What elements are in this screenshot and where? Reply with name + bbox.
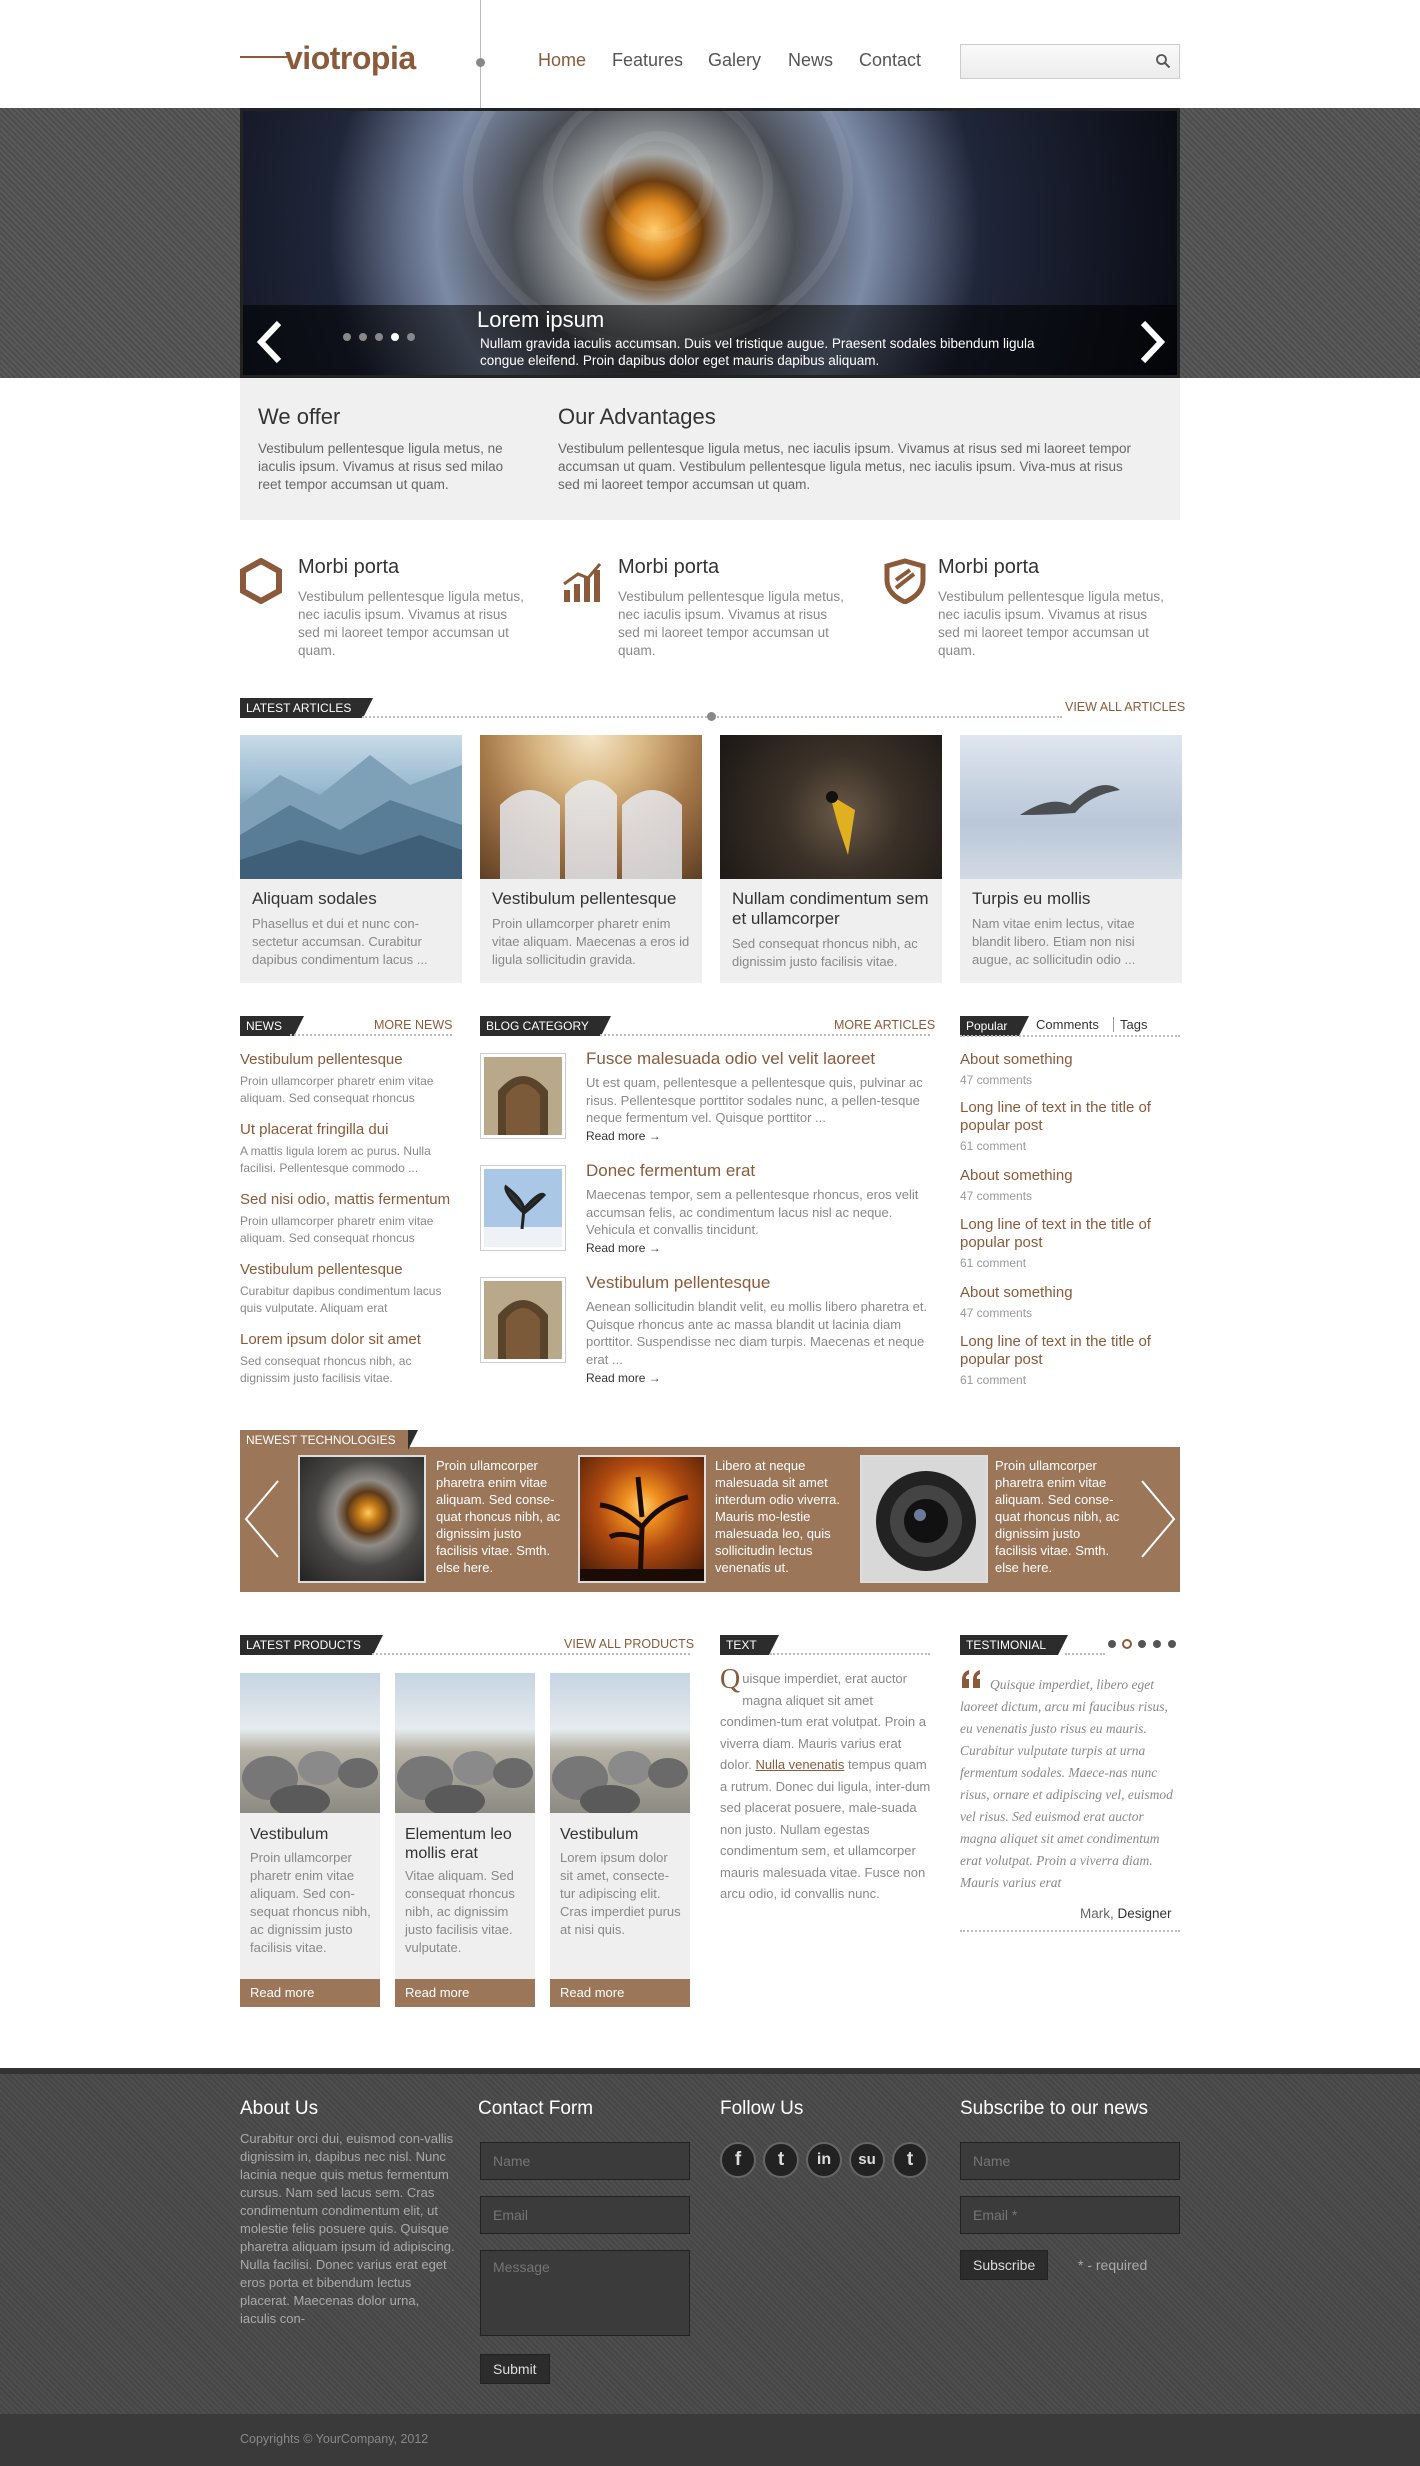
blog-post-title[interactable]: Vestibulum pellentesque: [586, 1273, 771, 1292]
product-title[interactable]: Vestibulum: [250, 1826, 329, 1843]
advantages-title: Our Advantages: [558, 404, 716, 429]
slider-dot[interactable]: [343, 333, 351, 341]
testimonial-author: [1080, 1906, 1172, 1921]
nav-news[interactable]: News: [788, 50, 834, 70]
article-title[interactable]: Vestibulum pellentesque: [492, 889, 677, 908]
blog-category-tag: BLOG CATEGORY: [480, 1016, 601, 1036]
section-divider: [960, 1035, 1180, 1037]
feature-title: Morbi porta: [618, 556, 720, 578]
popular-post-title[interactable]: About something: [960, 1051, 1073, 1068]
hexagon-icon: [238, 558, 284, 604]
news-item-title[interactable]: Ut placerat fringilla dui: [240, 1121, 389, 1138]
article-text: Proin ullamcorper pharetr enim vitae aliquam. Maecenas a eros id ligula sollicitudin gravida.: [492, 916, 690, 967]
product-image[interactable]: [395, 1673, 535, 1813]
tab-popular[interactable]: Popular: [960, 1016, 1019, 1036]
testimonial-dot[interactable]: [1108, 1640, 1116, 1648]
tab-comments[interactable]: Comments: [1036, 1017, 1099, 1032]
contact-message-textarea[interactable]: [480, 2250, 690, 2336]
linkedin-icon[interactable]: in: [806, 2142, 842, 2178]
required-note: * - required: [1078, 2257, 1148, 2273]
article-card[interactable]: [240, 735, 462, 983]
product-title[interactable]: Vestibulum: [560, 1826, 639, 1843]
product-card[interactable]: [240, 1673, 380, 2007]
testimonial-tag: TESTIMONIAL: [960, 1635, 1058, 1655]
article-text: Nam vitae enim lectus, vitae blandit libero. Etiam non nisi augue, ac sollicitudin odio ...: [972, 916, 1136, 967]
news-item-title[interactable]: Vestibulum pellentesque: [240, 1261, 403, 1278]
blog-post-text: Aenean sollicitudin blandit velit, eu mollis libero pharetra et. Quisque rhoncus ante ac massa blandit ut lacinia diam porttitor. Suspendisse nec diam turpis. Maecenas et neque erat ...: [586, 1299, 928, 1367]
section-divider: [290, 1034, 452, 1036]
feature-title: Morbi porta: [938, 556, 1040, 578]
testimonial-dot[interactable]: [1168, 1640, 1176, 1648]
tech-text: Proin ullamcorper pharetra enim vitae aliquam. Sed conse-quat rhoncus nibh, ac dignissim justo facilisis vitae. Smth. else here.: [436, 1458, 561, 1575]
news-item-text: A mattis ligula lorem ac purus. Nulla facilisi. Pellentesque commodo ...: [240, 1144, 431, 1175]
article-image[interactable]: [960, 735, 1182, 879]
product-title[interactable]: Elementum leo mollis erat: [405, 1826, 512, 1862]
read-more-button[interactable]: Read more: [550, 1979, 690, 2007]
read-more-link[interactable]: Read more →: [586, 1371, 661, 1385]
article-text: Sed consequat rhoncus nibh, ac dignissim justo facilisis vitae.: [732, 936, 918, 969]
product-card[interactable]: [550, 1673, 690, 2007]
testimonial-author-name: Mark,: [1080, 1906, 1114, 1921]
search-input[interactable]: [960, 44, 1180, 79]
header-divider: [480, 0, 481, 108]
popular-post-title[interactable]: Long line of text in the title of popular post: [960, 1333, 1151, 1368]
we-offer-text: Vestibulum pellentesque ligula metus, ne iaculis ipsum. Vivamus at risus sed milao reet tempor accumsan ut quam.: [258, 441, 504, 492]
news-item-text: Proin ullamcorper pharetr enim vitae aliquam. Sed consequat rhoncus: [240, 1214, 434, 1245]
article-title[interactable]: Nullam condimentum sem et ullamcorper: [732, 889, 929, 928]
popular-post-comments: 61 comment: [960, 1256, 1027, 1270]
about-us-title: About Us: [240, 2098, 319, 2119]
read-more-button[interactable]: Read more: [240, 1979, 380, 2007]
more-news-link[interactable]: MORE NEWS: [374, 1018, 453, 1032]
tech-image[interactable]: [578, 1455, 706, 1583]
feature-text: Vestibulum pellentesque ligula metus, nec iaculis ipsum. Vivamus at risus sed mi laoreet tempor accumsan ut quam.: [938, 589, 1164, 658]
slider-prev-arrow-icon[interactable]: [253, 319, 287, 365]
blog-post-title[interactable]: Fusce malesuada odio vel velit laoreet: [586, 1049, 876, 1068]
logo-line: [240, 56, 288, 58]
site-header: [0, 0, 1420, 108]
contact-name-input[interactable]: [480, 2142, 690, 2180]
blog-post-text: Maecenas tempor, sem a pellentesque rhoncus, eros velit accumsan felis, ac condimentum lacus nisl ac neque. Vehicula et convallis tincidunt.: [586, 1187, 919, 1237]
slider-dot-active[interactable]: [391, 333, 399, 341]
latest-products-tag: LATEST PRODUCTS: [240, 1635, 373, 1655]
we-offer-title: We offer: [258, 404, 341, 429]
text-block-part2: tempus quam a rutrum. Donec dui ligula, inter-dum sed placerat posuere, male-suada non justo. Nullam egestas condimentum sem, et ullamcorper mauris malesuada vitae. Fusce non arcu odio, id convallis nunc.: [720, 1757, 931, 1901]
submit-button[interactable]: Submit: [480, 2354, 550, 2384]
feature-text: Vestibulum pellentesque ligula metus, nec iaculis ipsum. Vivamus at risus sed mi laoreet tempor accumsan ut quam.: [298, 589, 524, 658]
facebook-icon[interactable]: f: [720, 2142, 756, 2178]
tab-separator: [1113, 1017, 1114, 1032]
section-divider: [770, 1653, 930, 1655]
carousel-next-arrow-icon[interactable]: [1138, 1477, 1178, 1561]
popular-post-comments: 47 comments: [960, 1306, 1033, 1320]
article-card[interactable]: [480, 735, 702, 983]
article-title[interactable]: Turpis eu mollis: [972, 889, 1091, 908]
testimonial-author-role: Designer: [1117, 1906, 1172, 1921]
subscribe-button[interactable]: Subscribe: [960, 2250, 1048, 2280]
testimonial-quote: Quisque imperdiet, libero eget laoreet dictum, arcu mi faucibus risus, eu venenatis justo risus eu mauris. Curabitur vulputate turpis at urna fermentum sodales. Maece-nas nunc risus, ornare et adipiscing vel, euismod vel risus. Sed euismod erat auctor magna aliquet sit amet condimentum erat volutpat. Proin a viverra diam. Mauris varius erat: [960, 1677, 1173, 1890]
product-text: Proin ullamcorper pharetr enim vitae aliquam. Sed con-sequat rhoncus nibh, ac dignissim justo facilisis vitae.: [250, 1850, 371, 1955]
technology-carousel: [240, 1447, 1180, 1592]
popular-post-comments: 61 comment: [960, 1139, 1027, 1153]
subscribe-name-input[interactable]: [960, 2142, 1180, 2180]
chart-icon: [560, 560, 606, 606]
nav-galery[interactable]: Galery: [708, 50, 762, 70]
stumbleupon-icon[interactable]: su: [849, 2142, 885, 2178]
section-divider: [1065, 1653, 1105, 1655]
hero-slider: [240, 108, 1180, 378]
section-divider: [372, 1653, 690, 1655]
contact-form-title: Contact Form: [478, 2098, 594, 2119]
logo[interactable]: viotropia: [285, 40, 416, 76]
shield-icon: [882, 558, 928, 604]
section-divider: [600, 1034, 930, 1036]
drop-cap: Q: [720, 1664, 741, 1695]
subscribe-title: Subscribe to our news: [960, 2098, 1148, 2119]
nulla-venenatis-link[interactable]: Nulla venenatis: [755, 1757, 845, 1772]
view-all-products-link[interactable]: VIEW ALL PRODUCTS: [564, 1637, 695, 1651]
tech-text: Libero at neque malesuada sit amet interdum odio viverra. Mauris mo-lestie malesuada leo, quis sollicitudin lectus venenatis ut.: [715, 1458, 840, 1575]
popular-post-title[interactable]: Long line of text in the title of popular post: [960, 1099, 1151, 1134]
popular-post-comments: 61 comment: [960, 1373, 1027, 1387]
testimonial-dot-active[interactable]: [1122, 1639, 1132, 1649]
twitter-icon[interactable]: t: [763, 2142, 799, 2178]
carousel-prev-arrow-icon[interactable]: [242, 1477, 282, 1561]
news-tag: NEWS: [240, 1016, 294, 1036]
popular-post-title[interactable]: About something: [960, 1167, 1073, 1184]
testimonial-dot[interactable]: [1153, 1640, 1161, 1648]
copyright-text: Copyrights © YourCompany, 2012: [240, 2432, 429, 2446]
news-item-text: Proin ullamcorper pharetr enim vitae aliquam. Sed consequat rhoncus: [240, 1074, 434, 1105]
slide-text: Nullam gravida iaculis accumsan. Duis vel tristique augue. Praesent sodales bibendum ligula congue eleifend. Proin dapibus dolor eget mauris dapibus aliquam.: [480, 336, 1035, 368]
product-image[interactable]: [240, 1673, 380, 1813]
article-image[interactable]: [480, 735, 702, 879]
testimonial-dot[interactable]: [1138, 1640, 1146, 1648]
tab-tags[interactable]: Tags: [1120, 1017, 1148, 1032]
slider-dot[interactable]: [407, 333, 415, 341]
read-more-button[interactable]: Read more: [395, 1979, 535, 2007]
slider-dot[interactable]: [359, 333, 367, 341]
product-text: Lorem ipsum dolor sit amet, consecte-tur adipiscing elit. Cras imperdiet purus at nisi quis.: [560, 1850, 681, 1937]
copyright-bar: [0, 2414, 1420, 2466]
tech-image[interactable]: [860, 1455, 988, 1583]
product-text: Vitae aliquam. Sed consequat rhoncus nibh, ac dignissim justo facilisis vitae. vulputate.: [405, 1868, 515, 1955]
read-more-link[interactable]: Read more →: [586, 1129, 661, 1143]
article-card[interactable]: [720, 735, 942, 983]
search-icon[interactable]: [1155, 53, 1171, 69]
contact-email-input[interactable]: [480, 2196, 690, 2234]
follow-us-title: Follow Us: [720, 2098, 804, 2119]
article-image[interactable]: [720, 735, 942, 879]
popular-post-title[interactable]: About something: [960, 1284, 1073, 1301]
site-footer: [0, 2068, 1420, 2414]
slider-dot[interactable]: [375, 333, 383, 341]
article-image[interactable]: [240, 735, 462, 879]
latest-articles-tag: LATEST ARTICLES: [240, 698, 363, 718]
tech-text: Proin ullamcorper pharetra enim vitae aliquam. Sed conse-quat rhoncus nibh, ac dignissim justo facilisis vitae. Smth. else here.: [995, 1458, 1120, 1575]
slide-title: Lorem ipsum: [477, 307, 605, 332]
read-more-link[interactable]: Read more →: [586, 1241, 661, 1255]
nav-features[interactable]: Features: [612, 50, 684, 70]
news-item-title[interactable]: Sed nisi odio, mattis fermentum: [240, 1191, 451, 1208]
nav-home[interactable]: Home: [538, 50, 587, 70]
popular-post-comments: 47 comments: [960, 1189, 1033, 1203]
blog-thumb[interactable]: [480, 1165, 566, 1251]
news-item-title[interactable]: Lorem ipsum dolor sit amet: [240, 1331, 421, 1348]
nav-contact[interactable]: Contact: [859, 50, 922, 70]
text-block-part1: uisque imperdiet, erat auctor magna aliquet sit amet condimen-tum erat volutpat. Proin a viverra diam. Mauris varius erat dolor.: [720, 1671, 926, 1772]
blog-post-title[interactable]: Donec fermentum erat: [586, 1161, 756, 1180]
news-item-text: Curabitur dapibus condimentum lacus quis vulputate. Aliquam erat: [240, 1284, 442, 1315]
about-us-text: Curabitur orci dui, euismod con-vallis dignissim in, dapibus nec nisl. Nunc lacinia neque quis metus fermentum cursus. Nam sed lacus sem. Cras condimentum condimentum elit, ut molestie felis posuere quis. Quisque pharetra aliquam ipsum id adipiscing. Nulla facilisi. Donec varius erat eget eros porta et bibendum lectus placerat. Maecenas dolor urna, iaculis con-: [240, 2131, 455, 2326]
section-divider: [960, 1930, 1180, 1932]
feature-title: Morbi porta: [298, 556, 400, 578]
blog-post-text: Ut est quam, pellentesque a pellentesque quis, pulvinar ac risus. Pellentesque porttitor sodales nunc, a pellen-tesque neque fermentum vel. Quisque porttitor ...: [586, 1075, 923, 1125]
news-item-title[interactable]: Vestibulum pellentesque: [240, 1051, 403, 1068]
subscribe-email-input[interactable]: [960, 2196, 1180, 2234]
view-all-articles-link[interactable]: VIEW ALL ARTICLES: [1065, 700, 1186, 714]
offer-box: [240, 378, 1180, 520]
product-card[interactable]: [395, 1673, 535, 2007]
article-text: Phasellus et dui et nunc con-sectetur accumsan. Curabitur dapibus condimentum lacus ...: [252, 916, 428, 967]
text-tag: TEXT: [720, 1635, 769, 1655]
article-title[interactable]: Aliquam sodales: [252, 889, 377, 908]
header-divider-dot: [476, 58, 485, 67]
news-item-text: Sed consequat rhoncus nibh, ac dignissim justo facilisis vitae.: [240, 1354, 412, 1385]
tech-image[interactable]: [298, 1455, 426, 1583]
text-block: [720, 1664, 932, 1905]
blog-thumb[interactable]: [480, 1277, 566, 1363]
advantages-text: Vestibulum pellentesque ligula metus, nec iaculis ipsum. Vivamus at risus sed mi laoreet tempor accumsan ut quam. Vestibulum pellentesque ligula metus, nec iaculis ipsum. Viva-mus at risus sed mi laoreet tempor accumsan ut quam.: [558, 441, 1132, 492]
popular-post-title[interactable]: Long line of text in the title of popular post: [960, 1216, 1151, 1251]
section-divider-dot: [707, 712, 716, 721]
slider-next-arrow-icon[interactable]: [1135, 319, 1169, 365]
product-image[interactable]: [550, 1673, 690, 1813]
article-card[interactable]: [960, 735, 1182, 983]
blog-thumb[interactable]: [480, 1053, 566, 1139]
newest-technologies-tag: NEWEST TECHNOLOGIES: [240, 1430, 408, 1450]
feature-text: Vestibulum pellentesque ligula metus, nec iaculis ipsum. Vivamus at risus sed mi laoreet tempor accumsan ut quam.: [618, 589, 844, 658]
popular-post-comments: 47 comments: [960, 1073, 1033, 1087]
tumblr-icon[interactable]: t: [892, 2142, 928, 2178]
more-articles-link[interactable]: MORE ARTICLES: [834, 1018, 936, 1032]
